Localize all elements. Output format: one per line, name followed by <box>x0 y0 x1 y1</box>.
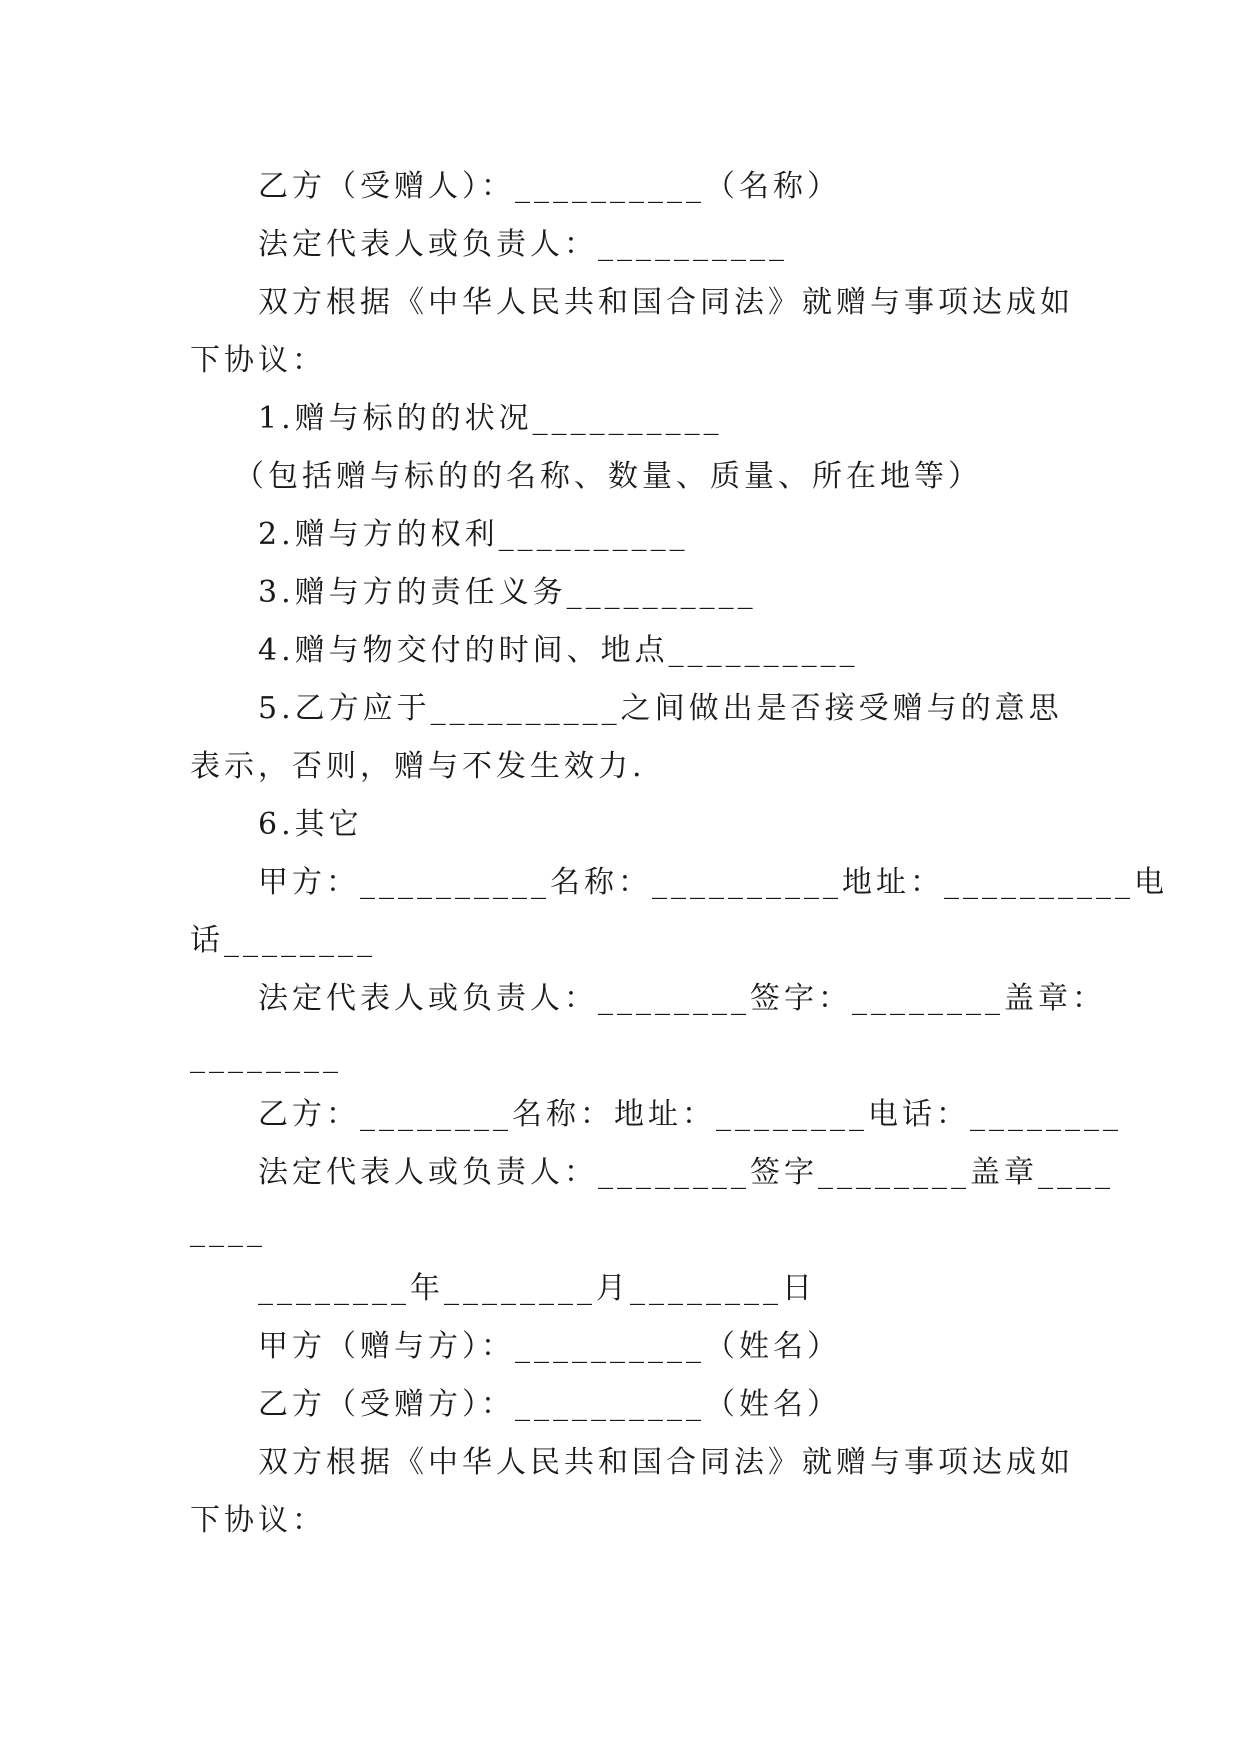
legal-representative-line: 法定代表人或负责人：__________ <box>258 227 788 262</box>
donee-party-line: 乙方（受赠方）：__________（姓名） <box>258 1387 841 1422</box>
party-b-signature-line: 法定代表人或负责人：________签字________盖章____ <box>258 1155 1114 1190</box>
clause-2: 2.赠与方的权利__________ <box>258 517 689 552</box>
agreement-intro-continuation: 下协议： <box>190 343 326 378</box>
party-a-signature-line: 法定代表人或负责人：________签字：________盖章： <box>258 981 1106 1016</box>
party-a-info-line: 甲方：__________名称：__________地址：__________电 <box>258 865 1168 900</box>
date-line: ________年________月________日 <box>258 1271 816 1306</box>
party-a-phone-continuation: 话________ <box>190 923 376 958</box>
clause-5: 5.乙方应于__________之间做出是否接受赠与的意思 <box>258 691 1063 726</box>
party-a-seal-continuation: ________ <box>190 1039 342 1074</box>
party-b-info-line: 乙方：________名称：地址：________电话：________ <box>258 1097 1122 1132</box>
donor-party-line: 甲方（赠与方）：__________（姓名） <box>258 1329 841 1364</box>
agreement-intro-continuation-2: 下协议： <box>190 1503 326 1538</box>
party-b-seal-continuation: ____ <box>190 1213 266 1248</box>
clause-3: 3.赠与方的责任义务__________ <box>258 575 757 610</box>
clause-6: 6.其它 <box>258 807 363 842</box>
agreement-intro-line: 双方根据《中华人民共和国合同法》就赠与事项达成如 <box>258 285 1074 320</box>
clause-1: 1.赠与标的的状况__________ <box>258 401 723 436</box>
clause-1-note: （包括赠与标的的名称、数量、质量、所在地等） <box>234 459 982 494</box>
clause-5-continuation: 表示，否则，赠与不发生效力. <box>190 749 646 784</box>
clause-4: 4.赠与物交付的时间、地点__________ <box>258 633 859 668</box>
recipient-party-line: 乙方（受赠人）：__________（名称） <box>258 169 841 204</box>
document-body <box>190 158 1168 1550</box>
agreement-intro-line-2: 双方根据《中华人民共和国合同法》就赠与事项达成如 <box>258 1445 1074 1480</box>
